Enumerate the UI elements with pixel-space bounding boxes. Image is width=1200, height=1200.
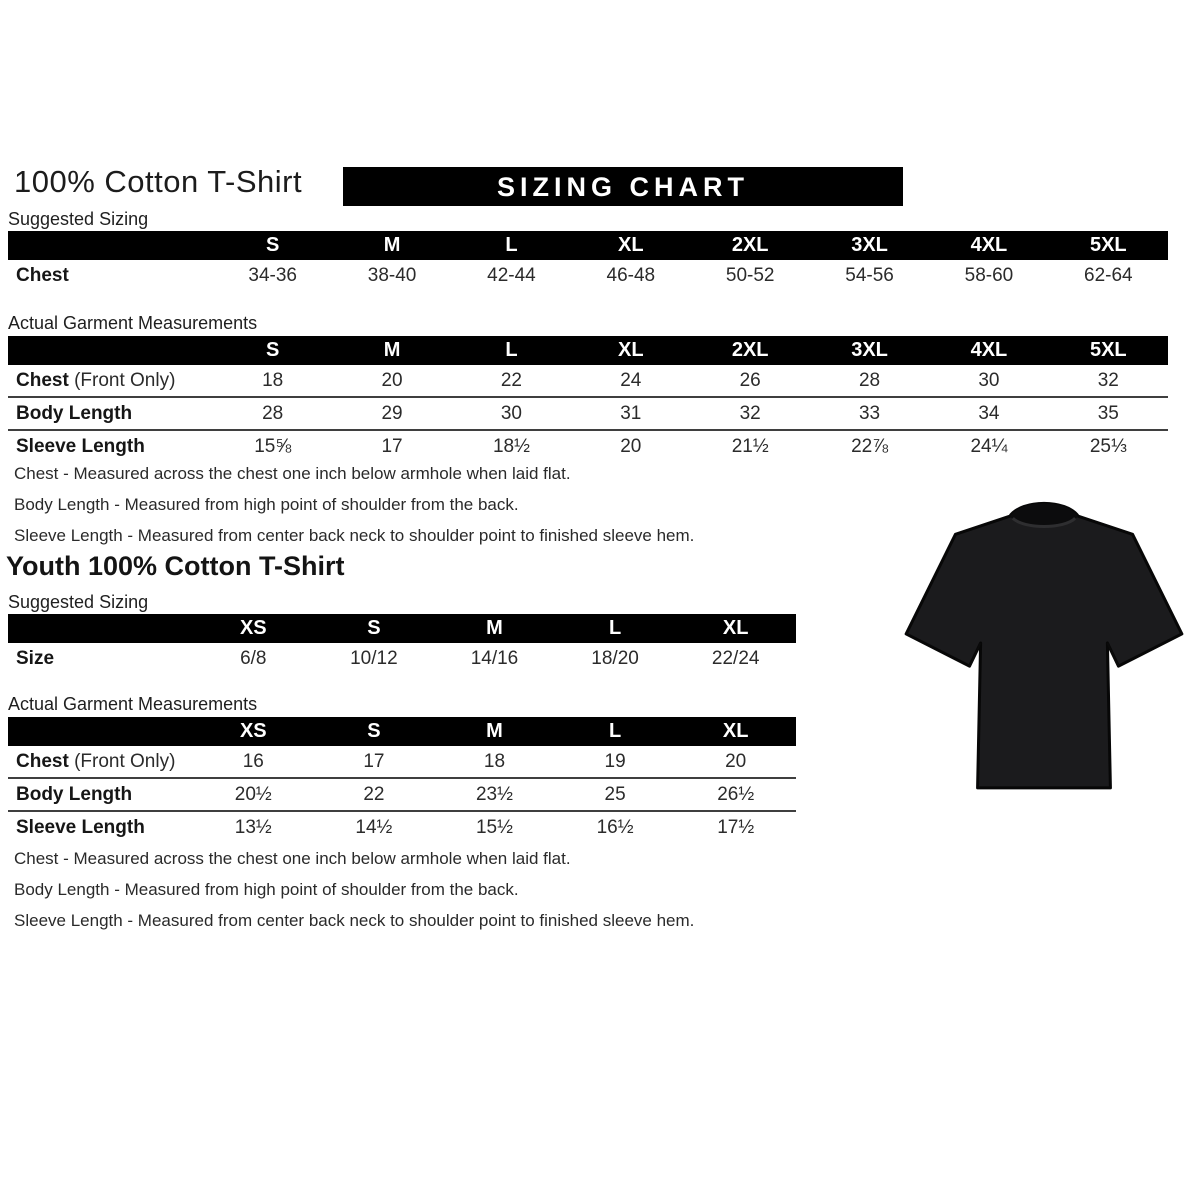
size-value-cell: 29 [332,397,451,430]
note-line-chest: Chest - Measured across the chest one inch below armhole when laid flat. [14,849,571,868]
row-label-text: Chest [16,264,69,286]
size-column-header: S [314,717,435,746]
size-value-cell: 14½ [314,811,435,843]
row-label-suffix: (Front Only) [68,750,176,772]
size-value-cell: 17 [363,750,385,772]
size-value-cell: 25⅓ [1049,430,1168,462]
youth-section-title: Youth 100% Cotton T-Shirt [6,551,345,581]
size-value-cell: 28 [858,369,881,391]
size-column-header: 3XL [810,231,929,260]
tshirt-shape [906,503,1182,788]
size-value-cell: 50-52 [725,264,775,286]
table-row-chest [8,746,796,778]
size-column-header: 4XL [929,231,1048,260]
size-column-header: XL [571,231,690,260]
size-value-cell: 28 [213,397,332,430]
table-row-body-length [8,778,796,811]
row-label-text: Size [16,647,55,669]
size-value-cell: 20 [381,369,403,391]
size-column-header: S [314,614,435,643]
size-value-cell: 13½ [193,811,314,843]
size-column-header: M [434,717,555,746]
size-value-cell: 24¼ [929,430,1048,462]
size-value-cell: 17½ [675,811,796,843]
size-value-cell: 26 [739,369,761,391]
adult-measurement-notes [14,458,694,551]
size-value-cell: 20 [571,430,690,462]
size-column-header: 2XL [691,231,810,260]
row-label [8,778,193,811]
row-label [8,397,213,430]
adult-actual-measurements-label: Actual Garment Measurements [8,313,258,333]
size-column-header: S [213,336,332,365]
note-line-body-length: Body Length - Measured from high point of shoulder from the back. [14,495,519,514]
note-line-chest: Chest - Measured across the chest one inch below armhole when laid flat. [14,464,571,483]
size-column-header: 2XL [691,336,810,365]
size-value-cell: 32 [691,397,810,430]
size-value-cell: 54-56 [845,264,894,286]
size-value-cell: 30 [978,369,1000,391]
size-column-header: 4XL [929,336,1048,365]
size-value-cell: 16 [242,750,264,772]
note-line-body-length: Body Length - Measured from high point of shoulder from the back. [14,880,519,899]
size-value-cell: 15⅝ [213,430,332,462]
adult-suggested-sizing-table [8,231,1168,291]
size-value-cell: 62-64 [1084,264,1133,286]
size-value-cell: 24 [620,369,642,391]
table-row-body-length [8,397,1168,430]
size-value-cell: 16½ [555,811,676,843]
black-tshirt-image [890,484,1198,806]
size-value-cell: 25 [555,778,676,811]
size-column-header: 5XL [1049,336,1168,365]
row-label-text: Body Length [16,783,133,805]
note-line-sleeve-length: Sleeve Length - Measured from center back neck to shoulder point to finished sleeve hem. [14,911,695,930]
adult-actual-measurements-table [8,336,1168,462]
size-value-cell: 18 [483,750,506,772]
size-value-cell: 18 [262,369,284,391]
size-value-cell: 18½ [452,430,571,462]
size-value-cell: 46-48 [606,264,656,286]
size-column-header: 3XL [810,336,929,365]
header-corner-cell [8,231,213,260]
youth-actual-measurements-label: Actual Garment Measurements [8,694,258,714]
page-title: 100% Cotton T-Shirt [14,164,303,199]
row-label [8,260,213,291]
size-column-header: XL [675,717,796,746]
row-label-suffix: (Front Only) [68,369,176,391]
size-value-cell: 22/24 [711,647,760,669]
row-label-text: Chest [16,369,69,391]
size-column-header: M [434,614,555,643]
size-value-cell: 22 [314,778,435,811]
adult-suggested-sizing-label: Suggested Sizing [8,209,149,229]
row-label-text: Chest [16,750,69,772]
size-value-cell: 42-44 [487,264,536,286]
row-label-text: Sleeve Length [16,816,145,838]
size-value-cell: 26½ [675,778,796,811]
size-value-cell: 23½ [434,778,555,811]
size-value-cell: 18/20 [591,647,639,669]
size-column-header: XS [193,717,314,746]
size-column-header: L [452,231,571,260]
size-value-cell: 30 [452,397,571,430]
header-row [8,231,1168,260]
size-column-header: XS [193,614,314,643]
size-value-cell: 14/16 [470,647,519,669]
row-label [8,365,213,397]
size-column-header: M [332,231,451,260]
size-column-header: 5XL [1049,231,1168,260]
size-column-header: XL [675,614,796,643]
size-column-header: XL [571,336,690,365]
table-row-chest [8,260,1168,291]
table-row-chest [8,365,1168,397]
size-value-cell: 34-36 [248,264,297,286]
header-row [8,614,796,643]
size-value-cell: 35 [1049,397,1168,430]
size-value-cell: 58-60 [964,264,1014,286]
size-value-cell: 15½ [434,811,555,843]
size-value-cell: 20½ [193,778,314,811]
row-label [8,811,193,843]
size-value-cell: 31 [571,397,690,430]
header-corner-cell [8,336,213,365]
youth-measurement-notes [14,843,694,936]
size-column-header: L [555,614,676,643]
youth-suggested-sizing-table [8,614,796,674]
row-label [8,643,193,674]
size-value-cell: 17 [332,430,451,462]
size-value-cell: 34 [929,397,1048,430]
row-label-text: Body Length [16,402,133,424]
size-value-cell: 32 [1097,369,1119,391]
size-value-cell: 22 [500,369,522,391]
header-row [8,336,1168,365]
youth-suggested-sizing-label: Suggested Sizing [8,592,149,612]
size-value-cell: 22⅞ [810,430,929,462]
youth-actual-measurements-table [8,717,796,843]
sizing-chart-banner: SIZING CHART [343,167,903,206]
size-column-header: M [332,336,451,365]
row-label-text: Sleeve Length [16,435,145,457]
size-value-cell: 20 [725,750,747,772]
size-value-cell: 33 [810,397,929,430]
table-row-sleeve-length [8,811,796,843]
note-line-sleeve-length: Sleeve Length - Measured from center back neck to shoulder point to finished sleeve hem. [14,526,695,545]
header-corner-cell [8,614,193,643]
size-column-header: L [452,336,571,365]
header-corner-cell [8,717,193,746]
size-column-header: S [213,231,332,260]
header-row [8,717,796,746]
size-value-cell: 19 [604,750,626,772]
size-value-cell: 10/12 [350,647,398,669]
table-row-size [8,643,796,674]
size-column-header: L [555,717,676,746]
size-value-cell: 6/8 [240,647,267,669]
size-value-cell: 38-40 [367,264,417,286]
row-label [8,746,193,778]
size-value-cell: 21½ [691,430,810,462]
